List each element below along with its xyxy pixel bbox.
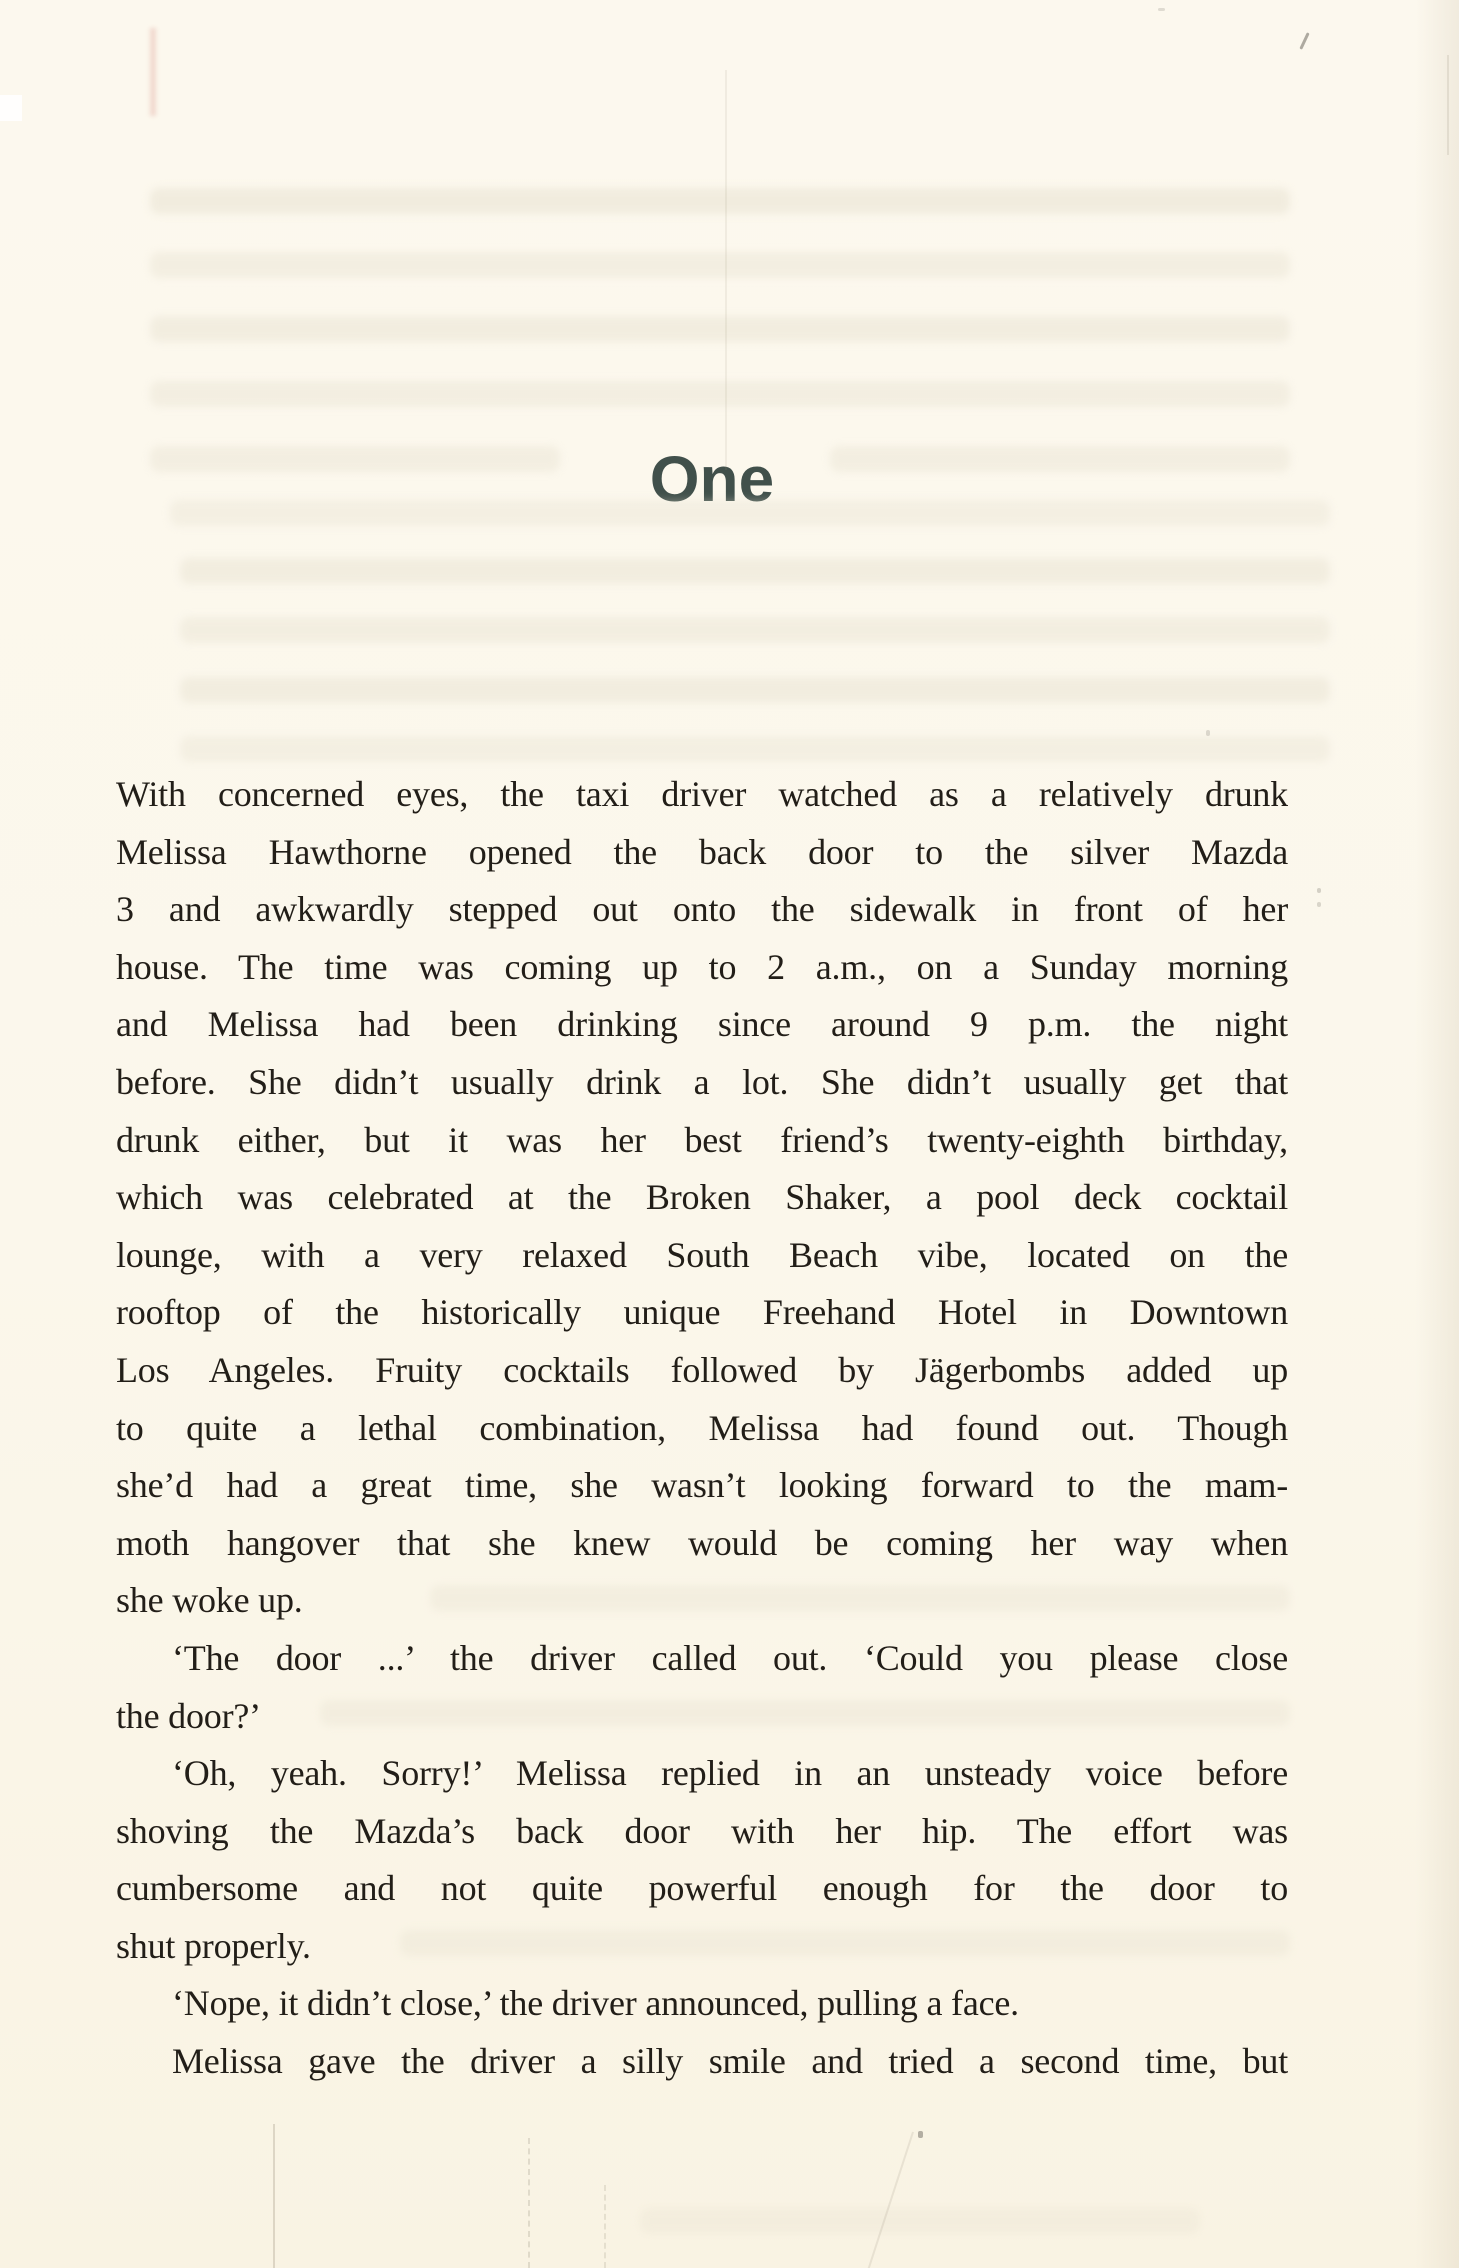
text-line: ‘Oh, yeah. Sorry!’ Melissa replied in an unsteady voice before xyxy=(172,1753,1288,1794)
paragraph xyxy=(116,766,1288,1630)
scan-speck xyxy=(1206,730,1210,736)
paragraph xyxy=(116,2033,1288,2091)
text-line: house. The time was coming up to 2 a.m., on a Sunday morning xyxy=(116,946,1288,987)
bleed-through-band xyxy=(180,617,1330,643)
scan-speck xyxy=(1317,888,1321,893)
bleed-through-band xyxy=(150,188,1290,214)
text-line: ‘Nope, it didn’t close,’ the driver announced, pulling a face. xyxy=(172,1983,1019,2024)
scan-smudge xyxy=(150,28,156,116)
text-line: shut properly. xyxy=(116,1925,311,1966)
text-line: before. She didn’t usually drink a lot. She didn’t usually get that xyxy=(116,1061,1288,1102)
page-crease xyxy=(725,70,727,470)
paragraph xyxy=(116,1745,1288,1975)
text-line: drunk either, but it was her best friend’s twenty-eighth birthday, xyxy=(116,1119,1288,1160)
page-edge-patch xyxy=(0,95,22,121)
text-line: lounge, with a very relaxed South Beach vibe, located on the xyxy=(116,1234,1288,1275)
page-crease xyxy=(273,2124,275,2268)
text-line: shoving the Mazda’s back door with her hip. The effort was xyxy=(116,1810,1288,1851)
bleed-through-band xyxy=(150,316,1290,342)
text-line: to quite a lethal combination, Melissa had found out. Though xyxy=(116,1407,1288,1448)
bleed-through-band xyxy=(150,381,1290,407)
bleed-through-band xyxy=(180,677,1330,703)
text-line: she’d had a great time, she wasn’t looking forward to the mam- xyxy=(116,1465,1288,1506)
page-crease xyxy=(528,2138,532,2268)
paragraph xyxy=(116,1975,1288,2033)
text-line: cumbersome and not quite powerful enough for the door to xyxy=(116,1868,1288,1909)
bleed-through-band xyxy=(150,252,1290,278)
scan-speck xyxy=(1158,8,1165,11)
page-edge-line xyxy=(1447,55,1449,155)
scan-speck xyxy=(1299,32,1309,50)
chapter-heading: One xyxy=(649,442,775,515)
text-line: Los Angeles. Fruity cocktails followed by Jägerbombs added up xyxy=(116,1349,1288,1390)
text-line: rooftop of the historically unique Freehand Hotel in Downtown xyxy=(116,1292,1288,1333)
text-line: Melissa gave the driver a silly smile and tried a second time, but xyxy=(172,2041,1288,2082)
text-line: With concerned eyes, the taxi driver watched as a relatively drunk xyxy=(116,774,1288,814)
text-line: the door?’ xyxy=(116,1695,261,1736)
bleed-through-band xyxy=(180,736,1330,762)
text-line: which was celebrated at the Broken Shaker, a pool deck cocktail xyxy=(116,1177,1288,1218)
body-text-block xyxy=(116,766,1288,2091)
text-line: ‘The door ...’ the driver called out. ‘Could you please close xyxy=(172,1637,1288,1678)
page-crease xyxy=(604,2185,608,2268)
bleed-through-band xyxy=(180,558,1330,584)
bleed-through-band xyxy=(640,2208,1200,2234)
text-line: moth hangover that she knew would be coming her way when xyxy=(116,1522,1288,1563)
scan-speck xyxy=(1317,902,1321,907)
paragraph xyxy=(116,1630,1288,1745)
page-crease xyxy=(867,2132,914,2268)
scan-speck xyxy=(918,2131,923,2138)
text-line: Melissa Hawthorne opened the back door to the silver Mazda xyxy=(116,831,1288,872)
text-line: and Melissa had been drinking since around 9 p.m. the night xyxy=(116,1004,1288,1045)
text-line: she woke up. xyxy=(116,1580,303,1621)
text-line: 3 and awkwardly stepped out onto the sidewalk in front of her xyxy=(116,889,1288,930)
